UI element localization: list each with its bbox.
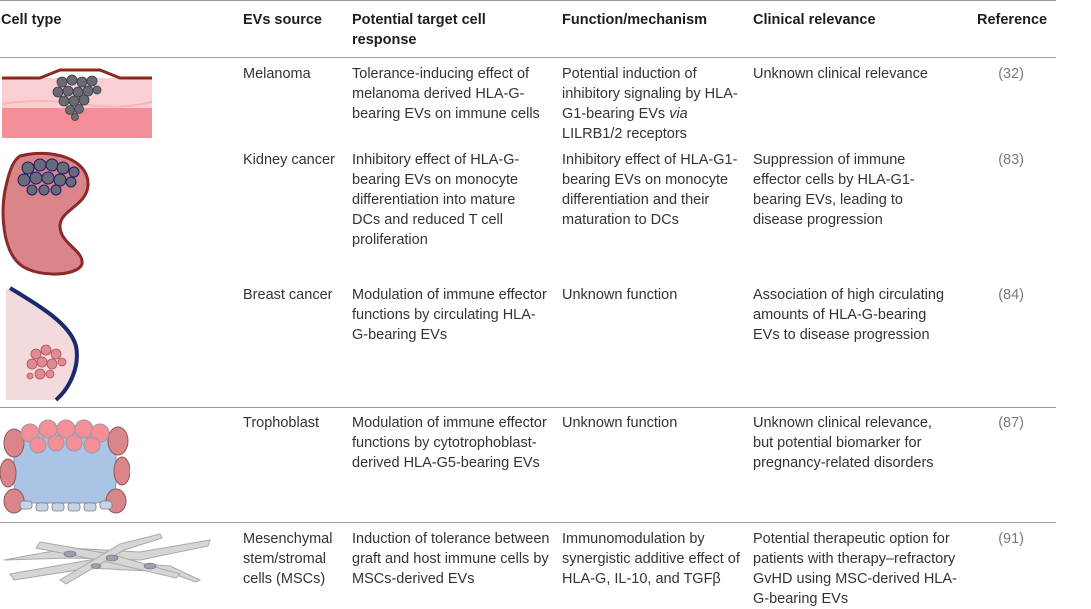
row-3-function: Unknown function (562, 287, 678, 303)
header-function: Function/mechanism (562, 12, 708, 28)
breast-illustration (0, 284, 90, 404)
row-4-source: Trophoblast (243, 415, 320, 431)
row-4-response: Modulation of immune effector functions by cytotrophoblast-derived HLA-G5-bearing EVs (352, 415, 547, 471)
row-4-function: Unknown function (562, 415, 678, 431)
row-1-source: Melanoma (243, 66, 311, 82)
row-1-clinical: Unknown clinical relevance (753, 66, 928, 82)
header-cell-type: Cell type (1, 12, 62, 28)
header-clinical: Clinical relevance (753, 12, 876, 28)
row-3-clinical: Association of high circulating amounts of HLA-G-bearing EVs to disease progression (753, 287, 945, 343)
row-2-source: Kidney cancer (243, 152, 335, 168)
row-5-reference: (91) (998, 531, 1024, 547)
header-rule (0, 57, 1056, 58)
row-3-reference: (84) (998, 287, 1024, 303)
msc-cells-illustration (0, 530, 215, 586)
row-rule-4 (0, 522, 1056, 523)
row-1-response: Tolerance-inducing effect of melanoma derived HLA-G-bearing EVs on immune cells (352, 66, 540, 122)
row-1-reference: (32) (998, 66, 1024, 82)
kidney-illustration (0, 150, 100, 278)
row-2-response: Inhibitory effect of HLA-G-bearing EVs on monocyte differentiation into mature DCs and reduced T cell proliferation (352, 152, 520, 248)
row-4-clinical: Unknown clinical relevance, but potential biomarker for pregnancy-related disorders (753, 415, 934, 471)
row-5-clinical: Potential therapeutic option for patients with therapy–refractory GvHD using MSC-derived HLA-G-bearing EVs (753, 531, 957, 607)
row-2-function: Inhibitory effect of HLA-G1-bearing EVs on monocyte differentiation and their maturation to DCs (562, 152, 738, 228)
row-3-source: Breast cancer (243, 287, 333, 303)
row-3-response: Modulation of immune effector functions by circulating HLA-G-bearing EVs (352, 287, 547, 343)
row-2-reference: (83) (998, 152, 1024, 168)
header-reference: Reference (977, 12, 1048, 28)
table-top-rule (0, 0, 1056, 1)
header-target-response: Potential target cell response (352, 12, 486, 48)
row-2-clinical: Suppression of immune effector cells by HLA-G1-bearing EVs, leading to disease progression (753, 152, 915, 228)
row-5-source: Mesenchymal stem/stromal cells (MSCs) (243, 531, 333, 587)
row-1-function: Potential induction of inhibitory signaling by HLA-G1-bearing EVs via LILRB1/2 receptors (562, 66, 738, 142)
row-5-response: Induction of tolerance between graft and host immune cells by MSCs-derived EVs (352, 531, 550, 587)
trophoblast-illustration (0, 413, 130, 517)
melanoma-skin-illustration (0, 64, 156, 144)
row-4-reference: (87) (998, 415, 1024, 431)
row-5-function: Immunomodulation by synergistic additive effect of HLA-G, IL-10, and TGFβ (562, 531, 740, 587)
row-rule-3 (0, 407, 1056, 408)
header-evs-source: EVs source (243, 12, 322, 28)
